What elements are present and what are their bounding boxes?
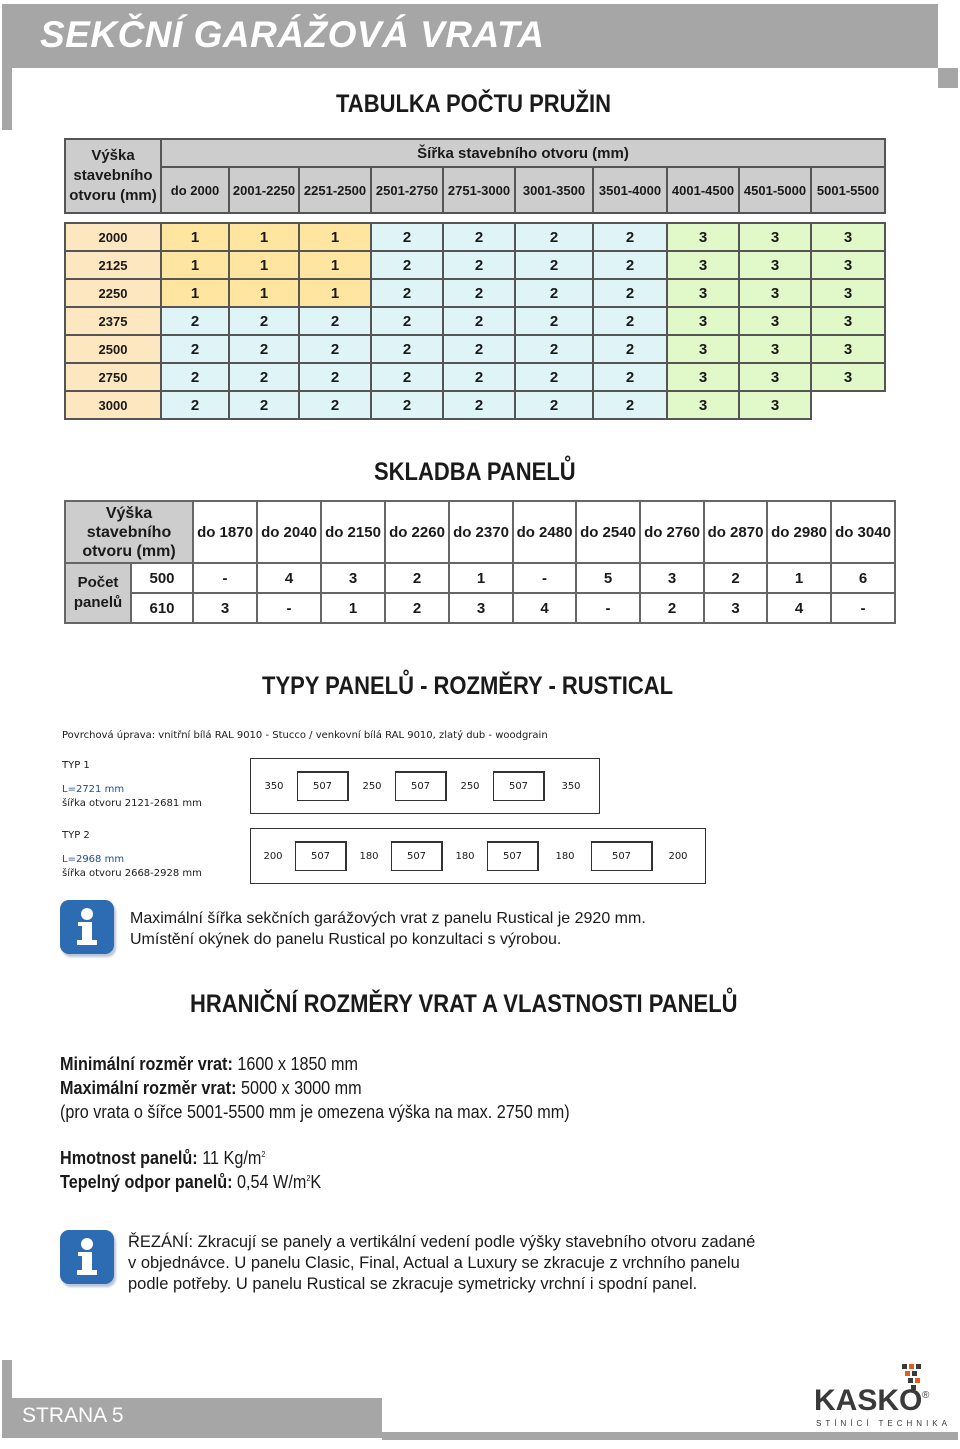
panel-segment: 350 — [264, 780, 284, 792]
table-cell: 1 — [229, 279, 299, 307]
table-cell: 4 — [257, 563, 321, 593]
table-cell: 3 — [739, 363, 811, 391]
panel-segment: 250 — [362, 780, 382, 792]
table-cell: 3 — [449, 593, 513, 623]
row-header: 2500 — [65, 335, 161, 363]
max-size-label: Maximální rozměr vrat: — [60, 1078, 237, 1098]
panels-corner — [65, 501, 193, 563]
table-cell: 2 — [371, 391, 443, 419]
count-label-line: Počet — [77, 574, 119, 591]
table-cell: 2 — [299, 335, 371, 363]
table-cell: 2 — [443, 251, 515, 279]
thermal-unit: K — [310, 1172, 322, 1192]
panel-segment: 507 — [297, 771, 349, 801]
panel-segment: 507 — [487, 841, 539, 871]
limits-title: HRANIČNÍ ROZMĚRY VRAT A VLASTNOSTI PANELŮ — [190, 990, 738, 1018]
table-cell: 1 — [299, 279, 371, 307]
info-icon — [60, 1230, 114, 1284]
table-cell: 3 — [667, 251, 739, 279]
col-header: do 3040 — [831, 501, 895, 563]
table-cell: 1 — [299, 223, 371, 251]
table-cell: 3 — [667, 391, 739, 419]
table-cell: 1 — [321, 593, 385, 623]
col-header: 4001-4500 — [667, 167, 739, 213]
table-cell: 2 — [515, 251, 593, 279]
table-cell: 2 — [593, 363, 667, 391]
table-cell: 2 — [593, 251, 667, 279]
min-size-label: Minimální rozměr vrat: — [60, 1054, 233, 1074]
col-header: do 2540 — [576, 501, 640, 563]
corner-line: otvoru (mm) — [82, 542, 176, 560]
col-header: do 2760 — [640, 501, 704, 563]
table-cell: 2 — [385, 563, 449, 593]
table-cell: 2 — [443, 223, 515, 251]
table-cell: 2 — [443, 279, 515, 307]
col-header: 2251-2500 — [299, 167, 371, 213]
springs-title: TABULKA POČTU PRUŽIN — [336, 90, 611, 118]
cutting-line-1: ŘEZÁNÍ: Zkracují se panely a vertikální vedení podle výšky stavebního otvoru zadané — [128, 1233, 756, 1251]
table-cell: 2 — [593, 279, 667, 307]
table-cell: 2 — [704, 563, 767, 593]
col-header: 5001-5500 — [811, 167, 885, 213]
weight-value: 11 Kg/m — [197, 1148, 262, 1168]
weight-label: Hmotnost panelů: — [60, 1148, 198, 1168]
thermal — [60, 1172, 321, 1193]
table-cell: 2 — [371, 307, 443, 335]
table-cell: 2 — [229, 307, 299, 335]
table-row — [65, 363, 885, 391]
table-cell: 3 — [667, 223, 739, 251]
col-header: do 2370 — [449, 501, 513, 563]
table-cell: - — [576, 593, 640, 623]
table-cell: 3 — [811, 307, 885, 335]
table-cell: 2 — [515, 223, 593, 251]
footer-accent — [2, 1360, 12, 1438]
max-size-value: 5000 x 3000 mm — [236, 1078, 362, 1098]
col-header: do 2870 — [704, 501, 767, 563]
table-cell: 2 — [161, 391, 229, 419]
size-note: (pro vrata o šířce 5001-5500 mm je omezena výška na max. 2750 mm) — [60, 1102, 570, 1122]
table-cell: 3 — [739, 223, 811, 251]
row-header: 2250 — [65, 279, 161, 307]
weight — [60, 1148, 265, 1169]
table-cell: 2 — [371, 363, 443, 391]
col-header: 2001-2250 — [229, 167, 299, 213]
row-header: 2750 — [65, 363, 161, 391]
table-cell: 2 — [161, 335, 229, 363]
corner-line: stavebního — [73, 167, 153, 184]
table-cell: 3 — [739, 391, 811, 419]
col-header: do 2480 — [513, 501, 576, 563]
rustical-title: TYPY PANELŮ - ROZMĚRY - RUSTICAL — [262, 672, 674, 700]
type1-length: L=2721 mm — [62, 784, 125, 795]
table-cell: 3 — [811, 279, 885, 307]
weight-sup: 2 — [261, 1150, 266, 1159]
max-size — [60, 1078, 362, 1099]
thermal-label: Tepelný odpor panelů: — [60, 1172, 233, 1192]
table-row — [65, 593, 895, 623]
panel-segment: 180 — [455, 850, 475, 862]
table-cell: 2 — [593, 307, 667, 335]
type1-width: šířka otvoru 2121-2681 mm — [62, 798, 202, 809]
row-header: 2125 — [65, 251, 161, 279]
table-cell: 2 — [371, 279, 443, 307]
table-cell: 6 — [831, 563, 895, 593]
type1-panel — [250, 758, 600, 814]
type1-name: TYP 1 — [62, 760, 90, 771]
rustical-note-1: Maximální šířka sekčních garážových vrat z panelu Rustical je 2920 mm. — [130, 910, 646, 927]
table-cell: - — [831, 593, 895, 623]
col-header: 3501-4000 — [593, 167, 667, 213]
table-cell: 3 — [321, 563, 385, 593]
table-cell: 2 — [299, 307, 371, 335]
table-cell: 3 — [739, 251, 811, 279]
logo-registered: ® — [922, 1390, 930, 1401]
springs-corner — [65, 139, 161, 213]
panels-title: SKLADBA PANELŮ — [374, 458, 576, 486]
header-accent — [2, 4, 12, 130]
table-cell: 2 — [371, 251, 443, 279]
table-cell: 2 — [593, 335, 667, 363]
table-cell: 2 — [443, 307, 515, 335]
footer-line — [382, 1432, 958, 1440]
col-header: 2751-3000 — [443, 167, 515, 213]
table-cell: 3 — [811, 363, 885, 391]
row-header: 500 — [131, 563, 193, 593]
col-header: do 2260 — [385, 501, 449, 563]
corner-line: Výška — [105, 504, 153, 522]
table-cell: 3 — [667, 279, 739, 307]
corner-line: otvoru (mm) — [69, 187, 157, 204]
table-row — [65, 223, 885, 251]
table-cell: 1 — [299, 251, 371, 279]
table-cell: 2 — [515, 391, 593, 419]
table-cell: 2 — [515, 363, 593, 391]
thermal-sup: 2 — [306, 1174, 311, 1183]
table-cell: - — [193, 563, 257, 593]
col-header: do 2980 — [767, 501, 831, 563]
table-cell: 4 — [767, 593, 831, 623]
table-cell: 3 — [811, 223, 885, 251]
row-header: 2375 — [65, 307, 161, 335]
row-header: 2000 — [65, 223, 161, 251]
table-cell: 2 — [371, 335, 443, 363]
table-cell: 2 — [443, 391, 515, 419]
min-size — [60, 1054, 358, 1075]
col-header: 3001-3500 — [515, 167, 593, 213]
panel-segment: 180 — [555, 850, 575, 862]
table-cell: 3 — [193, 593, 257, 623]
count-label — [65, 563, 131, 623]
count-label-line: panelů — [73, 594, 123, 611]
table-row — [65, 335, 885, 363]
springs-table — [64, 138, 886, 420]
table-cell: 3 — [739, 279, 811, 307]
type2-width: šířka otvoru 2668-2928 mm — [62, 868, 202, 879]
table-cell: 1 — [229, 223, 299, 251]
table-cell: 3 — [640, 563, 704, 593]
springs-col-headers — [65, 167, 885, 213]
min-size-value: 1600 x 1850 mm — [232, 1054, 359, 1074]
table-cell: 3 — [739, 335, 811, 363]
table-cell: 1 — [767, 563, 831, 593]
table-cell: 2 — [515, 307, 593, 335]
table-row — [65, 279, 885, 307]
panel-segment: 200 — [668, 850, 688, 862]
col-header: do 2150 — [321, 501, 385, 563]
corner-line: stavebního — [86, 523, 172, 541]
table-cell: - — [257, 593, 321, 623]
table-cell: 2 — [161, 307, 229, 335]
page-title: SEKČNÍ GARÁŽOVÁ VRATA — [40, 14, 545, 55]
panel-segment: 250 — [460, 780, 480, 792]
header-square — [938, 68, 958, 88]
table-cell: 2 — [385, 593, 449, 623]
info-icon — [60, 900, 114, 954]
table-cell: 2 — [229, 363, 299, 391]
table-cell: 3 — [811, 335, 885, 363]
table-cell: - — [513, 563, 576, 593]
type2-name: TYP 2 — [62, 830, 90, 841]
table-cell: 4 — [513, 593, 576, 623]
table-cell-empty — [811, 391, 885, 419]
col-header: do 2040 — [257, 501, 321, 563]
panel-segment: 507 — [493, 771, 545, 801]
panel-segment: 350 — [561, 780, 581, 792]
table-cell: 1 — [229, 251, 299, 279]
table-cell: 3 — [704, 593, 767, 623]
table-row — [65, 391, 885, 419]
table-cell: 2 — [640, 593, 704, 623]
width-header: Šířka stavebního otvoru (mm) — [161, 139, 885, 167]
logo-text: KASKO — [814, 1384, 923, 1417]
panel-segment: 507 — [391, 841, 443, 871]
table-row — [65, 563, 895, 593]
col-header: 2501-2750 — [371, 167, 443, 213]
surface-text: Povrchová úprava: vnitřní bílá RAL 9010 - Stucco / venkovní bílá RAL 9010, zlatý dub - woodgrain — [62, 730, 548, 741]
row-header: 3000 — [65, 391, 161, 419]
table-cell: 5 — [576, 563, 640, 593]
page-number: STRANA 5 — [22, 1404, 124, 1427]
row-header: 610 — [131, 593, 193, 623]
type2-length: L=2968 mm — [62, 854, 125, 865]
table-cell: 2 — [443, 335, 515, 363]
cutting-line-2: v objednávce. U panelu Clasic, Final, Actual a Luxury se zkracuje z vrchního panelu — [128, 1254, 740, 1272]
table-cell: 2 — [593, 223, 667, 251]
panel-segment: 180 — [359, 850, 379, 862]
table-cell: 2 — [299, 391, 371, 419]
table-cell: 3 — [739, 307, 811, 335]
panel-segment: 507 — [591, 841, 653, 871]
col-header: do 1870 — [193, 501, 257, 563]
type2-panel — [250, 828, 706, 884]
table-cell: 1 — [161, 279, 229, 307]
table-cell: 2 — [371, 223, 443, 251]
corner-line: Výška — [91, 147, 135, 164]
panel-segment: 200 — [263, 850, 283, 862]
table-row — [65, 307, 885, 335]
table-row — [65, 251, 885, 279]
panel-segment: 507 — [295, 841, 347, 871]
table-cell: 2 — [515, 279, 593, 307]
table-cell: 1 — [161, 223, 229, 251]
table-cell: 2 — [299, 363, 371, 391]
col-header: 4501-5000 — [739, 167, 811, 213]
table-cell: 2 — [229, 391, 299, 419]
rustical-note-2: Umístění okýnek do panelu Rustical po konzultaci s výrobou. — [130, 931, 562, 948]
table-cell: 3 — [667, 363, 739, 391]
panels-table — [64, 500, 896, 624]
panel-segment: 507 — [395, 771, 447, 801]
table-cell: 2 — [161, 363, 229, 391]
col-header: do 2000 — [161, 167, 229, 213]
logo-subtitle: STÍNÍCÍ TECHNIKA — [816, 1419, 951, 1428]
table-cell: 1 — [449, 563, 513, 593]
table-cell: 2 — [443, 363, 515, 391]
table-cell: 2 — [515, 335, 593, 363]
thermal-value: 0,54 W/m — [232, 1172, 307, 1192]
table-cell: 3 — [667, 307, 739, 335]
table-cell: 2 — [593, 391, 667, 419]
cutting-line-3: podle potřeby. U panelu Rustical se zkracuje symetricky vrchní i spodní panel. — [128, 1275, 698, 1293]
table-cell: 2 — [229, 335, 299, 363]
table-cell: 3 — [811, 251, 885, 279]
table-cell: 3 — [667, 335, 739, 363]
table-cell: 1 — [161, 251, 229, 279]
